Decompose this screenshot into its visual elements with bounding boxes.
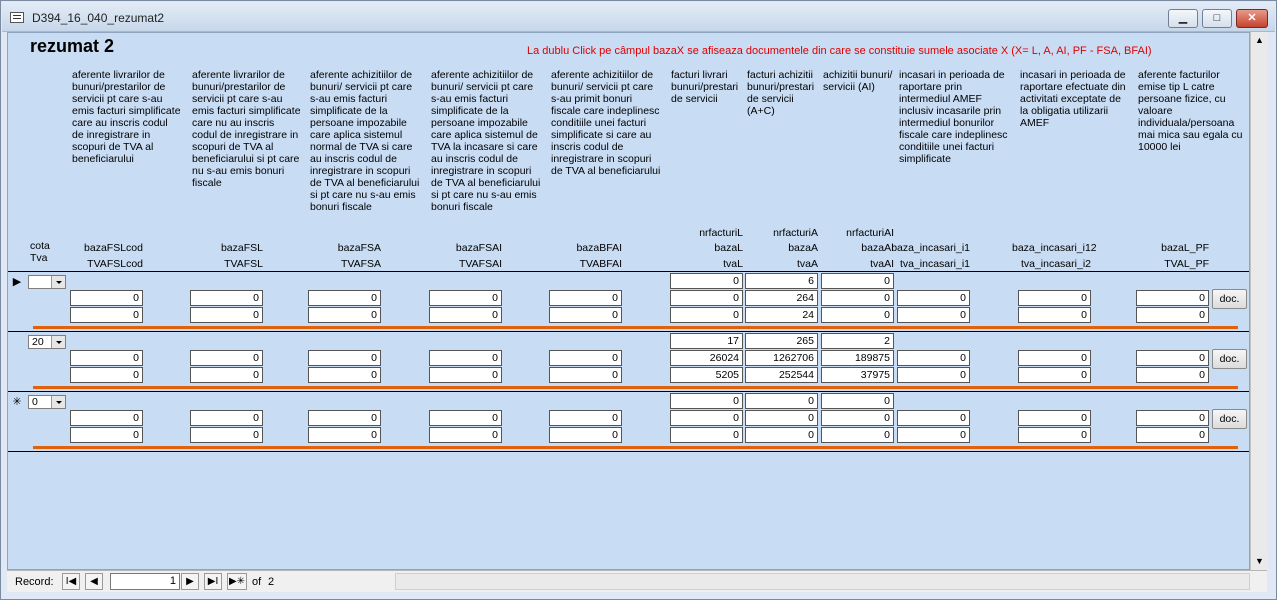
baza-field[interactable]: 0 bbox=[1018, 350, 1091, 366]
nr-facturi-field[interactable]: 6 bbox=[745, 273, 818, 289]
tva-field-header: tva_incasari_i1 bbox=[899, 258, 970, 270]
column-description: aferente achizitiilor de bunuri/ servicii pt care s-au primit bonuri fiscale care indeplinesc conditiile unei facturi simplificate si care au inscris codul de inregistrare in scopuri de TVA al beneficiarului bbox=[551, 69, 661, 177]
baza-field[interactable]: 0 bbox=[670, 290, 743, 306]
baza-field[interactable]: 0 bbox=[308, 350, 381, 366]
tva-field-header: tvaA bbox=[796, 258, 818, 270]
tva-field[interactable]: 0 bbox=[1136, 307, 1209, 323]
record-selector[interactable]: ▶ bbox=[12, 276, 22, 288]
tva-field-header: TVAFSL bbox=[224, 258, 263, 270]
chevron-down-icon[interactable] bbox=[51, 396, 65, 408]
tva-field[interactable]: 0 bbox=[429, 367, 502, 383]
nr-facturi-field[interactable]: 17 bbox=[670, 333, 743, 349]
tva-field[interactable]: 0 bbox=[190, 427, 263, 443]
baza-field[interactable]: 0 bbox=[1136, 290, 1209, 306]
tva-field[interactable]: 0 bbox=[670, 307, 743, 323]
baza-field[interactable]: 189875 bbox=[821, 350, 894, 366]
baza-field-header: bazaFSL bbox=[220, 242, 263, 254]
record-separator bbox=[8, 391, 1250, 392]
cota-tva-dropdown[interactable] bbox=[28, 275, 66, 289]
tva-field[interactable]: 24 bbox=[745, 307, 818, 323]
minimize-button[interactable]: ▁ bbox=[1168, 9, 1198, 28]
form-heading: rezumat 2 bbox=[30, 36, 115, 56]
baza-field[interactable]: 0 bbox=[897, 350, 970, 366]
baza-field[interactable]: 0 bbox=[821, 410, 894, 426]
record-divider bbox=[33, 446, 1238, 449]
baza-field[interactable]: 264 bbox=[745, 290, 818, 306]
tva-field-header: tva_incasari_i2 bbox=[1020, 258, 1091, 270]
baza-field[interactable]: 0 bbox=[745, 410, 818, 426]
info-message: La dublu Click pe câmpul bazaX se afiseaza documentele din care se constituie sumele asociate X (X= L, A, AI, PF - FSA, BFAI) bbox=[527, 45, 1152, 57]
baza-field[interactable]: 0 bbox=[308, 410, 381, 426]
baza-field[interactable]: 26024 bbox=[670, 350, 743, 366]
baza-field-header: bazaAI bbox=[861, 242, 894, 254]
doc-button[interactable]: doc. bbox=[1212, 349, 1247, 369]
previous-record-button[interactable]: ◀ bbox=[85, 573, 103, 590]
cota-tva-value: 0 bbox=[32, 396, 38, 408]
nr-facturi-field[interactable]: 0 bbox=[670, 273, 743, 289]
horizontal-scrollbar[interactable] bbox=[395, 573, 1250, 590]
tva-field[interactable]: 5205 bbox=[670, 367, 743, 383]
cota-tva-label: cota Tva bbox=[30, 240, 50, 264]
tva-field[interactable]: 0 bbox=[897, 367, 970, 383]
baza-field[interactable]: 0 bbox=[549, 410, 622, 426]
baza-field[interactable]: 0 bbox=[670, 410, 743, 426]
tva-field[interactable]: 0 bbox=[745, 427, 818, 443]
total-records: 2 bbox=[268, 576, 275, 588]
tva-field[interactable]: 0 bbox=[429, 427, 502, 443]
title-bar bbox=[2, 2, 1275, 32]
baza-field[interactable]: 0 bbox=[549, 290, 622, 306]
window-title: D394_16_040_rezumat2 bbox=[32, 11, 165, 25]
baza-field[interactable]: 0 bbox=[897, 410, 970, 426]
tva-field[interactable]: 0 bbox=[1018, 427, 1091, 443]
baza-field[interactable]: 0 bbox=[549, 350, 622, 366]
baza-field-header: bazaL bbox=[714, 242, 743, 254]
baza-field[interactable]: 0 bbox=[190, 350, 263, 366]
chevron-down-icon[interactable] bbox=[51, 336, 65, 348]
cota-tva-dropdown[interactable] bbox=[28, 335, 66, 349]
nr-facturi-field[interactable]: 0 bbox=[670, 393, 743, 409]
baza-field[interactable]: 0 bbox=[897, 290, 970, 306]
baza-field[interactable]: 0 bbox=[190, 410, 263, 426]
header-separator bbox=[8, 271, 1250, 272]
tva-field-header: TVAFSA bbox=[340, 258, 381, 270]
tva-field[interactable]: 252544 bbox=[745, 367, 818, 383]
nr-facturi-field[interactable]: 0 bbox=[821, 273, 894, 289]
close-button[interactable]: ✕ bbox=[1236, 9, 1268, 28]
tva-field[interactable]: 0 bbox=[821, 307, 894, 323]
tva-field[interactable]: 0 bbox=[190, 367, 263, 383]
tva-field-header: tvaAI bbox=[870, 258, 894, 270]
tva-field[interactable]: 0 bbox=[308, 307, 381, 323]
tva-field[interactable]: 0 bbox=[190, 307, 263, 323]
baza-field[interactable]: 0 bbox=[429, 290, 502, 306]
nr-field-header: nrfacturiL bbox=[699, 227, 743, 239]
baza-field-header: bazaL_PF bbox=[1161, 242, 1209, 254]
baza-field[interactable]: 0 bbox=[1018, 410, 1091, 426]
scroll-down-arrow-icon[interactable]: ▼ bbox=[1251, 553, 1268, 570]
tva-field[interactable]: 0 bbox=[549, 307, 622, 323]
column-description: incasari in perioada de raportare efectuate din activitati exceptate de la obligatia utilizarii AMEF bbox=[1020, 69, 1126, 129]
tva-field[interactable]: 0 bbox=[70, 307, 143, 323]
tva-field-header: tvaL bbox=[723, 258, 743, 270]
nr-facturi-field[interactable]: 0 bbox=[821, 393, 894, 409]
column-description: aferente achizitiilor de bunuri/ servicii pt care s-au emis facturi simplificate de la persoane impozabile care aplica sistemul de TVA la incasare si care au inscris codul de inregistrare in scopuri de TVA al beneficiarului si pt care nu s-au emis bonuri fiscale bbox=[431, 69, 541, 213]
tva-field[interactable]: 0 bbox=[308, 427, 381, 443]
baza-field[interactable]: 0 bbox=[821, 290, 894, 306]
nr-field-header: nrfacturiA bbox=[773, 227, 818, 239]
baza-field-header: bazaFSAI bbox=[455, 242, 502, 254]
column-description: aferente livrarilor de bunuri/prestarilor de servicii pt care s-au emis facturi simplificate care au inscris codul de inregistrare in scopuri de TVA al beneficiarului bbox=[72, 69, 181, 165]
next-record-button[interactable]: ▶ bbox=[181, 573, 199, 590]
last-record-button[interactable]: ▶I bbox=[204, 573, 222, 590]
tva-field[interactable]: 0 bbox=[549, 427, 622, 443]
tva-field[interactable]: 0 bbox=[70, 367, 143, 383]
new-record-button[interactable]: ▶✳ bbox=[227, 573, 247, 590]
scroll-up-arrow-icon[interactable]: ▲ bbox=[1251, 32, 1268, 49]
tva-field[interactable]: 0 bbox=[1136, 427, 1209, 443]
nr-facturi-field[interactable]: 265 bbox=[745, 333, 818, 349]
tva-field[interactable]: 0 bbox=[70, 427, 143, 443]
column-description: aferente facturilor emise tip L catre persoane fizice, cu valoare individuala/persoana mai mica sau egala cu 10000 lei bbox=[1138, 69, 1243, 153]
baza-field-header: bazaA bbox=[788, 242, 818, 254]
tva-field-header: TVABFAI bbox=[579, 258, 622, 270]
tva-field[interactable]: 0 bbox=[549, 367, 622, 383]
nr-facturi-field[interactable]: 2 bbox=[821, 333, 894, 349]
baza-field[interactable]: 0 bbox=[70, 290, 143, 306]
baza-field[interactable]: 0 bbox=[190, 290, 263, 306]
chevron-down-icon[interactable] bbox=[51, 276, 65, 288]
doc-button[interactable]: doc. bbox=[1212, 289, 1247, 309]
record-separator bbox=[8, 331, 1250, 332]
baza-field-header: bazaFSA bbox=[337, 242, 381, 254]
tva-field-header: TVAFSAI bbox=[459, 258, 502, 270]
baza-field[interactable]: 0 bbox=[429, 350, 502, 366]
tva-field[interactable]: 0 bbox=[670, 427, 743, 443]
column-description: aferente achizitiilor de bunuri/ servicii pt care s-au emis facturi simplificate de la persoane impozabile care aplica sistemul normal de TVA si care au inscris codul de inregistrare in scopuri de TVA al beneficiarului si pt care nu s-au emis bonuri fiscale bbox=[310, 69, 420, 213]
tva-field[interactable]: 0 bbox=[1018, 307, 1091, 323]
baza-field[interactable]: 0 bbox=[308, 290, 381, 306]
doc-button[interactable]: doc. bbox=[1212, 409, 1247, 429]
record-divider bbox=[33, 326, 1238, 329]
baza-field-header: bazaFSLcod bbox=[84, 242, 143, 254]
nr-facturi-field[interactable]: 0 bbox=[745, 393, 818, 409]
baza-field[interactable]: 0 bbox=[1136, 410, 1209, 426]
vertical-scrollbar[interactable] bbox=[1250, 32, 1267, 570]
tva-field[interactable]: 0 bbox=[821, 427, 894, 443]
first-record-button[interactable]: I◀ bbox=[62, 573, 80, 590]
tva-field[interactable]: 0 bbox=[1136, 367, 1209, 383]
baza-field[interactable]: 1262706 bbox=[745, 350, 818, 366]
cota-tva-value: 20 bbox=[32, 336, 44, 348]
record-divider bbox=[33, 386, 1238, 389]
tva-field-header: TVAFSLcod bbox=[87, 258, 143, 270]
baza-field-header: baza_incasari_i1 bbox=[891, 242, 970, 254]
record-separator bbox=[8, 451, 1250, 452]
baza-field[interactable]: 0 bbox=[70, 350, 143, 366]
form-body bbox=[7, 32, 1250, 570]
tva-field-header: TVAL_PF bbox=[1164, 258, 1209, 270]
form-icon bbox=[10, 12, 24, 23]
cota-tva-dropdown[interactable] bbox=[28, 395, 66, 409]
maximize-button[interactable]: □ bbox=[1202, 9, 1232, 28]
baza-field[interactable]: 0 bbox=[70, 410, 143, 426]
tva-field[interactable]: 0 bbox=[308, 367, 381, 383]
tva-field[interactable]: 37975 bbox=[821, 367, 894, 383]
tva-field[interactable]: 0 bbox=[897, 307, 970, 323]
record-label: Record: bbox=[15, 576, 54, 588]
record-navigation-bar bbox=[7, 570, 1267, 592]
tva-field[interactable]: 0 bbox=[1018, 367, 1091, 383]
baza-field[interactable]: 0 bbox=[429, 410, 502, 426]
record-selector[interactable]: ✳ bbox=[12, 396, 22, 408]
current-record-input[interactable]: 1 bbox=[110, 573, 180, 590]
nr-field-header: nrfacturiAI bbox=[846, 227, 894, 239]
baza-field[interactable]: 0 bbox=[1136, 350, 1209, 366]
baza-field-header: baza_incasari_i12 bbox=[1012, 242, 1097, 254]
column-description: achizitii bunuri/ servicii (AI) bbox=[823, 69, 893, 93]
tva-field[interactable]: 0 bbox=[429, 307, 502, 323]
of-label: of bbox=[252, 576, 262, 588]
column-description: facturi livrari bunuri/prestari de servicii bbox=[671, 69, 739, 105]
column-description: aferente livrarilor de bunuri/prestarilor de servicii pt care s-au emis facturi simplificate care nu au inscris codul de inregistrare in scopuri de TVA al beneficiarului si pt care nu s-au emis bonuri fiscale bbox=[192, 69, 301, 189]
baza-field[interactable]: 0 bbox=[1018, 290, 1091, 306]
column-description: facturi achizitii bunuri/prestari de servicii (A+C) bbox=[747, 69, 815, 117]
baza-field-header: bazaBFAI bbox=[576, 242, 622, 254]
column-description: incasari in perioada de raportare prin intermediul AMEF inclusiv incasarile prin intermediul bonurilor fiscale care indeplinesc conditiile unei facturi simplificate bbox=[899, 69, 1008, 165]
tva-field[interactable]: 0 bbox=[897, 427, 970, 443]
